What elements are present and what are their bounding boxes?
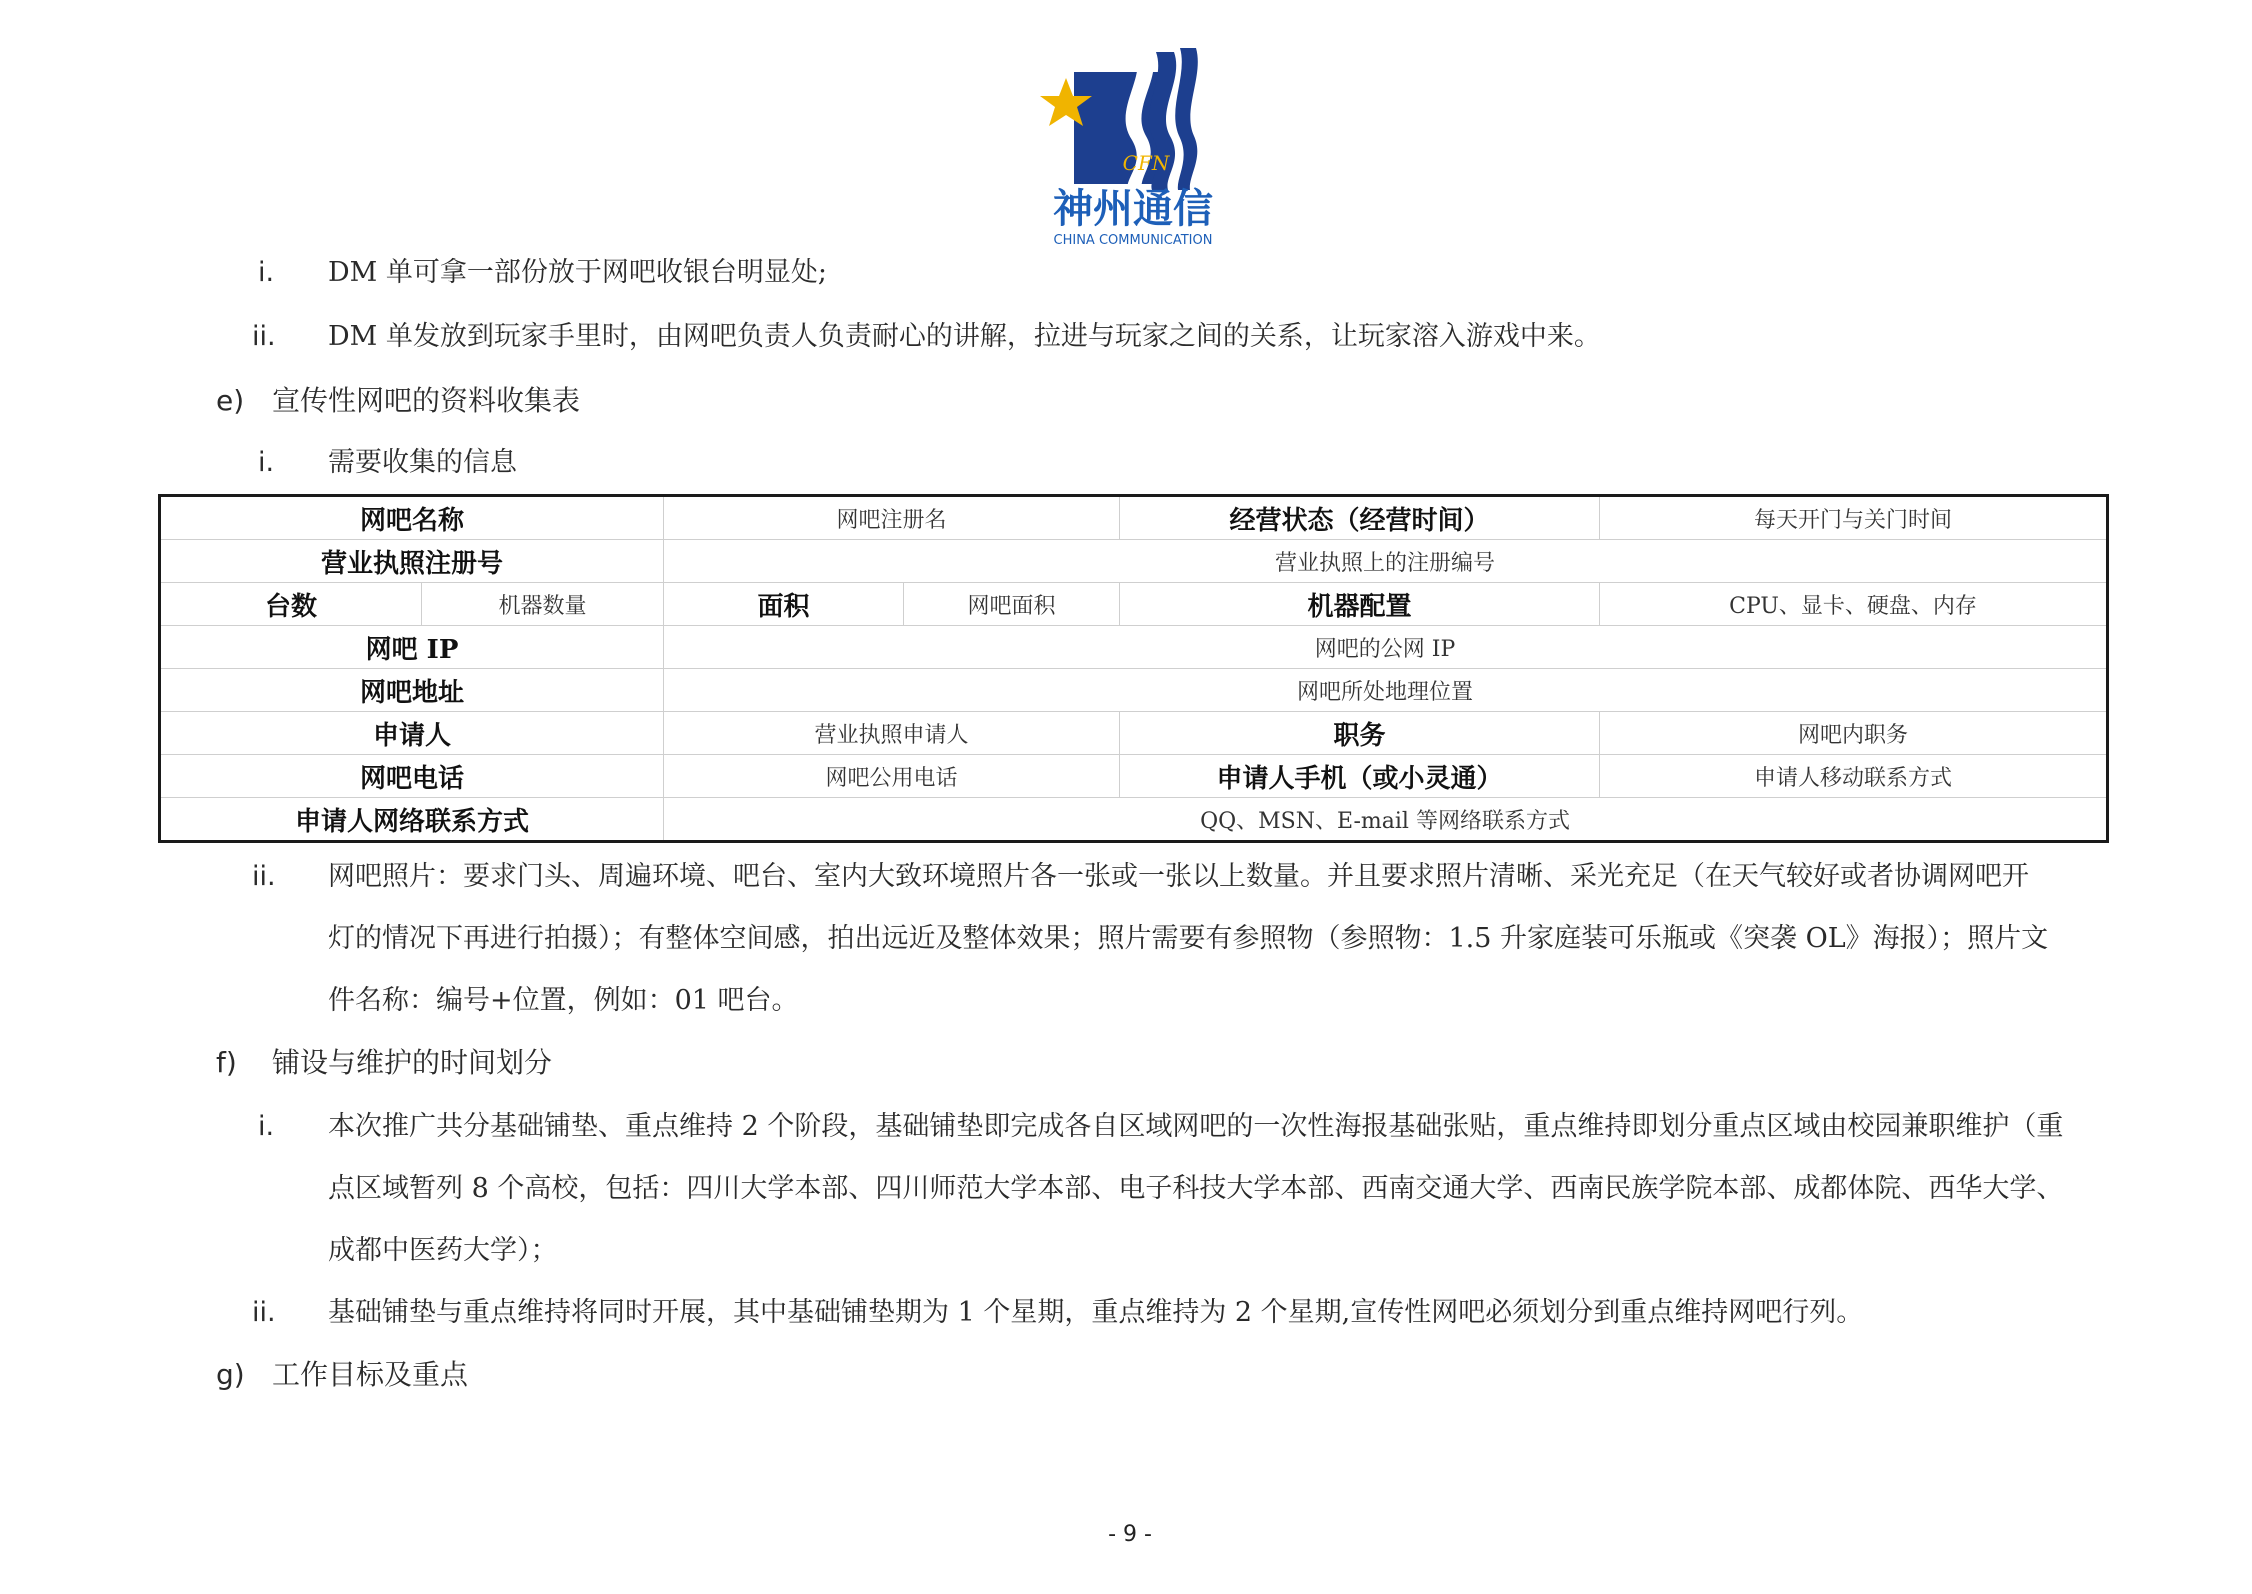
table-header-cell: 经营状态（经营时间） <box>1120 496 1600 540</box>
table-header-cell: 网吧名称 <box>160 496 664 540</box>
section-title: 铺设与维护的时间划分 <box>272 1046 553 1079</box>
logo-company-name: 神州通信 <box>1053 186 1213 232</box>
list-item-text: DM 单发放到玩家手里时，由网吧负责人负责耐心的讲解，拉进与玩家之间的关系，让玩家溶入游戏中来。 <box>328 321 1601 352</box>
table-header-cell: 机器配置 <box>1120 583 1600 626</box>
table-header-cell: 职务 <box>1120 712 1600 755</box>
list-marker: ii. <box>252 321 276 352</box>
page-number: - 9 - <box>1108 1522 1152 1547</box>
logo-blue-stripe-2 <box>1175 48 1198 190</box>
table-value-cell: 机器数量 <box>422 583 664 626</box>
list-marker: ii. <box>252 861 276 892</box>
paragraph-line: 成都中医药大学）； <box>328 1235 558 1266</box>
table-header-cell: 申请人 <box>160 712 664 755</box>
paragraph-line: 本次推广共分基础铺垫、重点维持 2 个阶段，基础铺垫即完成各自区域网吧的一次性海报基础张贴，重点维持即划分重点区域由校园兼职维护（重 <box>328 1111 2064 1142</box>
paragraph-line: 点区域暂列 8 个高校，包括：四川大学本部、四川师范大学本部、电子科技大学本部、西南交通大学、西南民族学院本部、成都体院、西华大学、 <box>328 1173 2064 1204</box>
table-value-cell: 网吧公用电话 <box>664 755 1120 798</box>
logo-company-name-en: CHINA COMMUNICATION <box>1053 233 1213 248</box>
section-label: f) <box>216 1046 237 1079</box>
table-value-cell: 营业执照上的注册编号 <box>664 540 2108 583</box>
list-item-text: 需要收集的信息 <box>328 447 517 478</box>
table-header-cell: 网吧地址 <box>160 669 664 712</box>
table-header-cell: 网吧电话 <box>160 755 664 798</box>
paragraph-line: 灯的情况下再进行拍摄）；有整体空间感，拍出远近及整体效果；照片需要有参照物（参照物：1.5 升家庭装可乐瓶或《突袭 OL》海报）；照片文 <box>328 923 2049 954</box>
table-header-cell: 营业执照注册号 <box>160 540 664 583</box>
section-title: 工作目标及重点 <box>272 1358 469 1391</box>
table-value-cell: QQ、MSN、E-mail 等网络联系方式 <box>664 798 2108 842</box>
table-row <box>160 583 2108 626</box>
table-header-cell: 申请人网络联系方式 <box>160 798 664 842</box>
table-row <box>160 798 2108 842</box>
paragraph-line: 件名称：编号+位置，例如：01 吧台。 <box>328 985 799 1016</box>
table-value-cell: 网吧所处地理位置 <box>664 669 2108 712</box>
section-label: g) <box>216 1358 245 1391</box>
section-label: e) <box>216 384 245 417</box>
list-item-text: DM 单可拿一部份放于网吧收银台明显处; <box>328 257 827 288</box>
table-value-cell: 网吧注册名 <box>664 496 1120 540</box>
logo-letters: CFN <box>1122 151 1170 175</box>
company-logo <box>1028 40 1238 252</box>
paragraph-line: 网吧照片：要求门头、周遍环境、吧台、室内大致环境照片各一张或一张以上数量。并且要求照片清晰、采光充足（在天气较好或者协调网吧开 <box>328 861 2029 892</box>
table-row <box>160 669 2108 712</box>
table-row <box>160 712 2108 755</box>
table-row <box>160 496 2108 540</box>
table-value-cell: 网吧的公网 IP <box>664 626 2108 669</box>
table-row <box>160 755 2108 798</box>
list-marker: i. <box>258 447 275 478</box>
table-value-cell: 网吧内职务 <box>1600 712 2108 755</box>
table-header-cell: 面积 <box>664 583 904 626</box>
info-collection-table <box>158 494 2109 843</box>
list-marker: ii. <box>252 1297 276 1328</box>
table-value-cell: 每天开门与关门时间 <box>1600 496 2108 540</box>
table-header-cell: 网吧 IP <box>160 626 664 669</box>
table-value-cell: 营业执照申请人 <box>664 712 1120 755</box>
table-value-cell: 网吧面积 <box>904 583 1120 626</box>
table-row <box>160 540 2108 583</box>
section-title: 宣传性网吧的资料收集表 <box>272 384 581 417</box>
table-value-cell: CPU、显卡、硬盘、内存 <box>1600 583 2108 626</box>
table-value-cell: 申请人移动联系方式 <box>1600 755 2108 798</box>
table-row <box>160 626 2108 669</box>
list-marker: i. <box>258 1111 275 1142</box>
paragraph-line: 基础铺垫与重点维持将同时开展，其中基础铺垫期为 1 个星期，重点维持为 2 个星期,宣传性网吧必须划分到重点维持网吧行列。 <box>328 1297 1864 1328</box>
table-header-cell: 申请人手机（或小灵通） <box>1120 755 1600 798</box>
table-header-cell: 台数 <box>160 583 422 626</box>
list-marker: i. <box>258 257 275 288</box>
